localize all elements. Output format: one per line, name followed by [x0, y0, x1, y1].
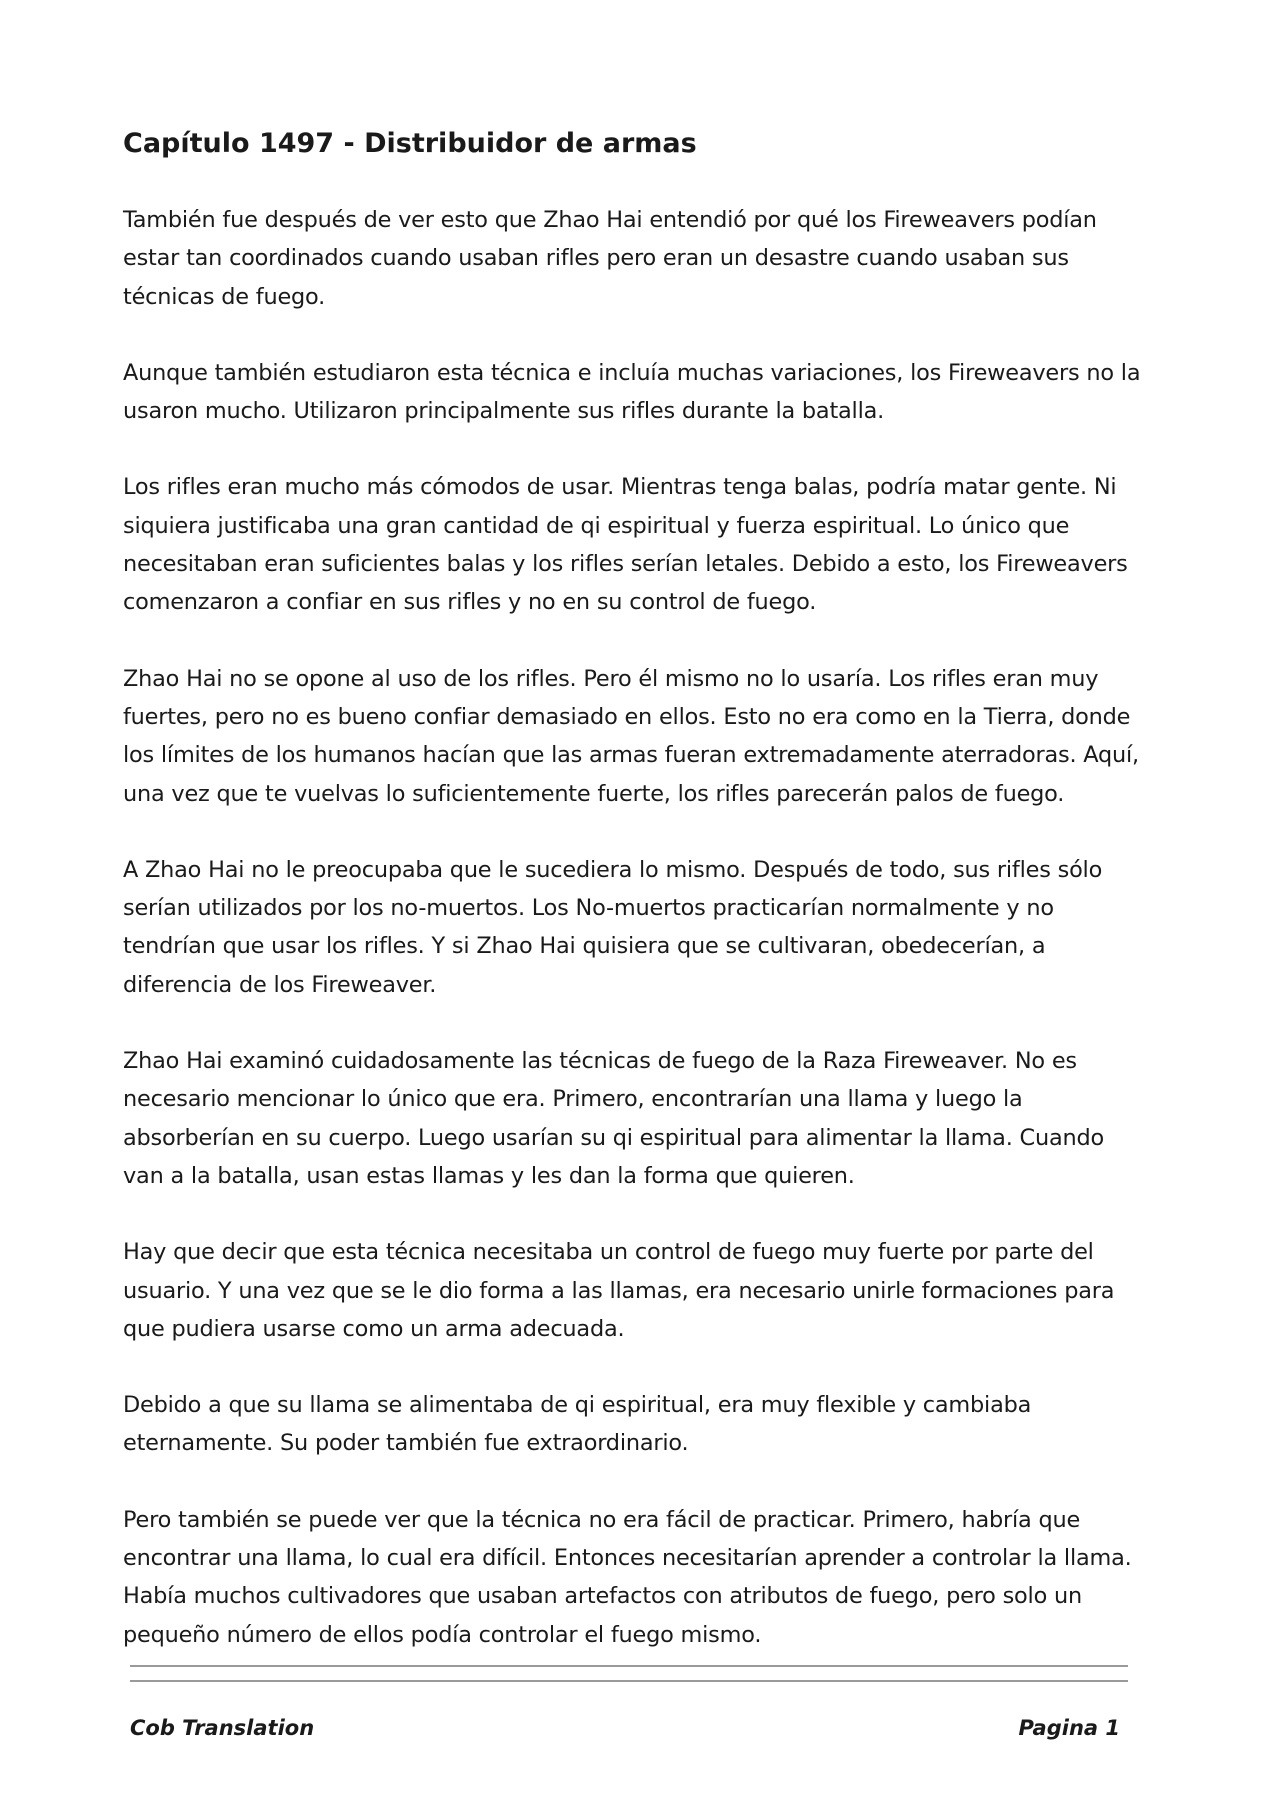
paragraph-4: Zhao Hai no se opone al uso de los rifles. Pero él mismo no lo usaría. Los rifles eran muy fuertes, pero no es bueno confiar demasiado en ellos. Esto no era como en la Tierra, donde los límites de los humanos hacían que las armas fueran extremadamente aterradoras. Aquí, una vez que te vuelvas lo suficientemente fuerte, los rifles parecerán palos de fuego.	[123, 665, 1139, 807]
paragraph-5: A Zhao Hai no le preocupaba que le sucediera lo mismo. Después de todo, sus rifles sólo serían utilizados por los no-muertos. Los No-muertos practicarían normalmente y no tendrían que usar los rifles. Y si Zhao Hai quisiera que se cultivaran, obedecerían, a diferencia de los Fireweaver.	[123, 856, 1103, 998]
paragraph-8: Debido a que su llama se alimentaba de qi espiritual, era muy flexible y cambiaba eternamente. Su poder también fue extraordinario.	[123, 1392, 1032, 1457]
paragraph-6: Zhao Hai examinó cuidadosamente las técnicas de fuego de la Raza Fireweaver. No es necesario mencionar lo único que era. Primero, encontrarían una llama y luego la absorberían en su cuerpo. Luego usarían su qi espiritual para alimentar la llama. Cuando van a la batalla, usan estas llamas y les dan la forma que quieren.	[123, 1048, 1104, 1189]
chapter-title: Capítulo 1497 - Distribuidor de armas	[123, 128, 697, 159]
paragraph-3: Los rifles eran mucho más cómodos de usar. Mientras tenga balas, podría matar gente. Ni siquiera justificaba una gran cantidad de qi espiritual y fuerza espiritual. Lo único que necesitaban eran suficientes balas y los rifles serían letales. Debido a esto, los Fireweavers comenzaron a confiar en sus rifles y no en su control de fuego.	[123, 474, 1128, 616]
paragraph-7: Hay que decir que esta técnica necesitaba un control de fuego muy fuerte por parte del usuario. Y una vez que se le dio forma a las llamas, era necesario unirle formaciones para que pudiera usarse como un arma adecuada.	[123, 1239, 1115, 1342]
paragraph-2: Aunque también estudiaron esta técnica e incluía muchas variaciones, los Fireweavers no la usaron mucho. Utilizaron principalmente sus rifles durante la batalla.	[123, 359, 1141, 425]
footer-divider-bottom	[130, 1680, 1128, 1682]
chapter-body	[123, 201, 1143, 1692]
footer-translator: Cob Translation	[130, 1716, 315, 1740]
footer-divider-top	[130, 1665, 1128, 1667]
footer-page-number: Pagina 1	[1018, 1716, 1120, 1740]
paragraph-1: También fue después de ver esto que Zhao Hai entendió por qué los Fireweavers podían estar tan coordinados cuando usaban rifles pero eran un desastre cuando usaban sus técnicas de fuego.	[123, 207, 1097, 310]
paragraph-9: Pero también se puede ver que la técnica no era fácil de practicar. Primero, habría que encontrar una llama, lo cual era difícil. Entonces necesitarían aprender a controlar la llama. Había muchos cultivadores que usaban artefactos con atributos de fuego, pero solo un pequeño número de ellos podía controlar el fuego mismo.	[123, 1506, 1132, 1648]
